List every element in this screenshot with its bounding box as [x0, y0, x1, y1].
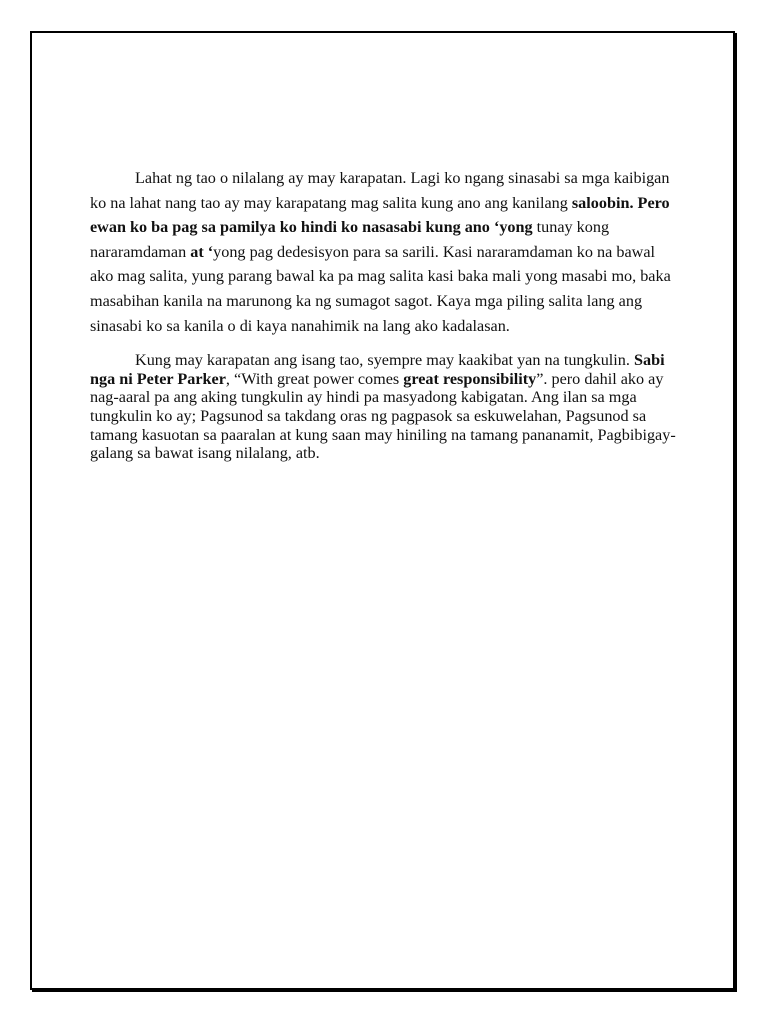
document-body — [90, 166, 680, 463]
paragraph-rights-bold-2: at ‘ — [190, 242, 214, 261]
paragraph-duties — [90, 351, 680, 463]
paragraph-rights-bold-1: saloobin. Pero ewan ko ba pag sa pamilya ko hindi ko nasasabi kung ano ‘yong — [90, 193, 670, 237]
paragraph-rights — [90, 166, 680, 338]
paragraph-duties-bold-2: great responsibility — [403, 369, 537, 388]
paragraph-rights-text-3: yong pag dedesisyon para sa sarili. Kasi nararamdaman ko na bawal ako mag salita, yung parang bawal ka pa mag salita kasi baka mali yong masabi mo, baka masabihan kanila na marunong ka ng sumagot sagot. Kaya mga piling salita lang ang sinasabi ko sa kanila o di kaya nanahimik na lang ako kadalasan. — [90, 242, 671, 335]
paragraph-rights-text-1: Lahat ng tao o nilalang ay may karapatan. Lagi ko ngang sinasabi sa mga kaibigan ko na lahat nang tao ay may karapatang mag salita kung ano ang kanilang — [90, 169, 670, 212]
paragraph-duties-text-2: , “With great power comes — [225, 369, 404, 388]
paragraph-duties-text-1: Kung may karapatan ang isang tao, syempre may kaakibat yan na tungkulin. — [135, 351, 634, 370]
paragraph-duties-text-3: ”. pero dahil ako ay nag-aaral pa ang aking tungkulin ay hindi pa masyadong kabigatan. Ang ilan sa mga tungkulin ko ay; Pagsunod sa takdang oras ng pagpasok sa eskuwelahan, Pagsunod sa tamang kasuotan sa paaralan at kung saan may hiniling na tamang pananamit, Pagbibigay-galang sa bawat isang nilalang, atb. — [90, 369, 676, 463]
paragraph-duties-bold-1: Sabi nga ni Peter Parker — [90, 351, 665, 388]
paragraph-rights-text-2: tunay kong nararamdaman — [90, 218, 610, 261]
